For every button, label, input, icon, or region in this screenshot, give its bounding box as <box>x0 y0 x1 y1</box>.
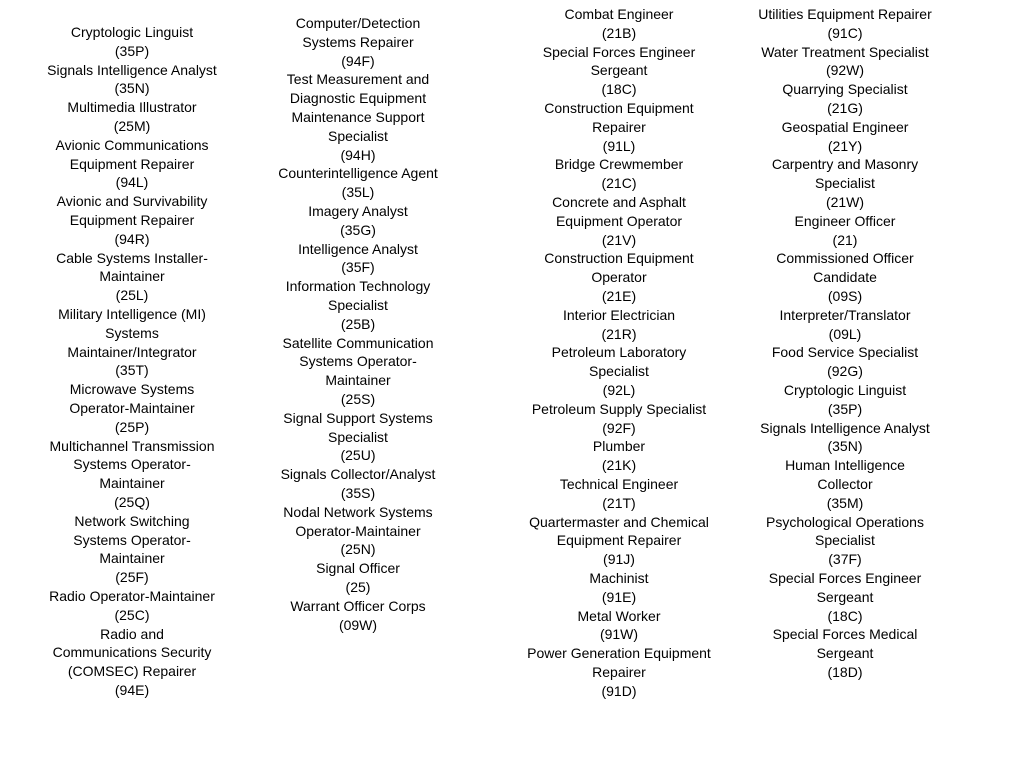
job-title: Special Forces Medical Sergeant <box>772 626 918 662</box>
job-title: Food Service Specialist <box>771 344 919 361</box>
job-title: Petroleum Supply Specialist <box>531 400 707 417</box>
list-item <box>47 625 217 700</box>
list-item <box>47 136 217 192</box>
list-item <box>758 419 932 457</box>
job-code: (35P) <box>827 400 863 417</box>
list-item <box>276 164 440 202</box>
job-code: (25Q) <box>114 493 150 510</box>
job-code: (21V) <box>601 231 637 248</box>
list-item <box>47 380 217 436</box>
job-code: (18C) <box>827 607 863 624</box>
job-title: Cryptologic Linguist <box>783 381 907 398</box>
job-code: (35L) <box>341 184 375 201</box>
list-item <box>524 569 714 607</box>
list-item <box>276 409 440 465</box>
list-item <box>276 334 440 409</box>
list-item <box>47 98 217 136</box>
job-code: (91J) <box>603 551 635 568</box>
job-code: (35N) <box>827 438 863 455</box>
job-title: Quartermaster and Chemical Equipment Repairer <box>529 513 709 549</box>
column-2 <box>276 14 440 634</box>
list-item <box>758 155 932 211</box>
job-title: Concrete and Asphalt Equipment Operator <box>552 193 686 229</box>
job-title: Quarrying Specialist <box>782 81 908 98</box>
column-1 <box>47 23 217 700</box>
job-code: (91D) <box>601 682 637 699</box>
list-item <box>524 43 714 99</box>
job-code: (25B) <box>340 315 376 332</box>
job-code: (21) <box>832 231 858 248</box>
job-code: (21R) <box>601 325 637 342</box>
list-item <box>276 559 440 597</box>
job-code: (94F) <box>341 52 375 69</box>
list-item <box>758 43 932 81</box>
job-code: (09W) <box>338 616 378 633</box>
list-item <box>47 512 217 587</box>
job-title: Cryptologic Linguist <box>70 24 194 40</box>
job-code: (35N) <box>114 80 150 97</box>
list-item <box>758 456 932 512</box>
job-code: (92G) <box>827 363 863 380</box>
job-title: Multichannel Transmission Systems Operator-Maintainer <box>49 437 215 492</box>
list-item <box>758 118 932 156</box>
job-code: (21K) <box>601 457 637 474</box>
job-code: (21B) <box>601 24 637 41</box>
job-code: (21E) <box>601 287 637 304</box>
list-item <box>524 400 714 438</box>
list-item <box>524 99 714 155</box>
column-3 <box>524 5 714 700</box>
job-title: Avionic Communications Equipment Repairer <box>55 136 209 172</box>
job-code: (21Y) <box>827 137 863 154</box>
list-item <box>47 437 217 512</box>
job-title: Nodal Network Systems Operator-Maintainer <box>283 503 433 539</box>
list-item <box>276 465 440 503</box>
job-code: (35G) <box>340 221 376 238</box>
list-item <box>758 513 932 569</box>
job-code: (94H) <box>340 146 376 163</box>
list-item <box>758 80 932 118</box>
list-item <box>276 70 440 164</box>
list-item <box>47 249 217 305</box>
list-item <box>524 437 714 475</box>
list-item <box>524 475 714 513</box>
job-title: Satellite Communication Systems Operator-Maintainer <box>282 334 434 389</box>
job-title: Intelligence Analyst <box>298 240 418 257</box>
job-title: Radio and Communications Security (COMSEC) Repairer <box>52 625 212 680</box>
list-item <box>276 202 440 240</box>
job-title: Construction Equipment Repairer <box>544 99 694 135</box>
column-4 <box>758 5 932 682</box>
job-title: Water Treatment Specialist <box>761 43 929 60</box>
job-title: Bridge Crewmember <box>554 156 684 173</box>
job-code: (18C) <box>601 81 637 98</box>
job-title: Commissioned Officer Candidate <box>776 250 914 286</box>
job-title: Cable Systems Installer-Maintainer <box>56 249 208 285</box>
list-item <box>524 644 714 700</box>
job-title: Radio Operator-Maintainer <box>49 587 215 604</box>
list-item <box>758 569 932 625</box>
job-code: (21C) <box>601 175 637 192</box>
job-title: Plumber <box>592 438 646 455</box>
job-title: Engineer Officer <box>794 212 896 229</box>
job-title: Power Generation Equipment Repairer <box>527 645 711 680</box>
job-code: (35T) <box>115 362 149 379</box>
job-code: (94L) <box>115 174 149 191</box>
job-title: Signal Officer <box>316 560 400 577</box>
job-title: Utilities Equipment Repairer <box>758 6 932 22</box>
job-code: (37F) <box>828 551 862 568</box>
job-title: Interpreter/Translator <box>779 306 911 323</box>
job-title: Avionic and Survivability Equipment Repairer <box>56 193 208 228</box>
job-title: Psychological Operations Specialist <box>766 513 924 549</box>
list-item <box>524 343 714 399</box>
list-item <box>758 381 932 419</box>
list-item <box>47 587 217 625</box>
list-item <box>758 212 932 250</box>
list-item <box>758 625 932 681</box>
list-item <box>524 249 714 305</box>
list-item <box>758 343 932 381</box>
job-code: (92W) <box>825 62 865 79</box>
job-title: Human Intelligence Collector <box>785 457 905 492</box>
list-item <box>276 14 440 70</box>
job-title: Metal Worker <box>577 607 661 624</box>
list-item <box>524 193 714 249</box>
job-code: (91C) <box>827 24 863 41</box>
job-code: (25L) <box>115 287 149 304</box>
job-code: (25N) <box>340 541 376 558</box>
job-code: (35F) <box>341 259 375 276</box>
list-item <box>47 305 217 380</box>
list-item <box>524 513 714 569</box>
job-title: Military Intelligence (MI) Systems Maintainer/Integrator <box>58 305 206 360</box>
list-item <box>524 155 714 193</box>
job-title: Signals Intelligence Analyst <box>760 419 930 436</box>
job-title: Microwave Systems Operator-Maintainer <box>69 381 195 416</box>
job-title: Combat Engineer <box>564 6 674 22</box>
job-code: (25P) <box>114 418 150 435</box>
list-item <box>47 192 217 248</box>
list-item <box>47 61 217 99</box>
list-item <box>276 277 440 333</box>
job-code: (35M) <box>826 494 864 511</box>
job-code: (21G) <box>827 99 863 116</box>
job-code: (94E) <box>114 681 150 698</box>
job-title: Geospatial Engineer <box>781 118 909 135</box>
job-code: (35P) <box>114 42 150 59</box>
job-code: (25M) <box>113 117 151 134</box>
job-title: Construction Equipment Operator <box>544 250 694 286</box>
job-code: (35S) <box>340 484 376 501</box>
job-title: Special Forces Engineer Sergeant <box>768 569 922 605</box>
job-title: Special Forces Engineer Sergeant <box>542 43 696 79</box>
job-code: (25S) <box>340 390 376 407</box>
job-title: Interior Electrician <box>562 306 676 323</box>
list-item <box>276 503 440 559</box>
job-code: (09L) <box>828 325 862 342</box>
job-title: Multimedia Illustrator <box>67 99 197 116</box>
list-item <box>276 240 440 278</box>
job-title: Petroleum Laboratory Specialist <box>551 344 687 380</box>
job-code: (25) <box>345 578 371 595</box>
job-code: (92F) <box>602 419 636 436</box>
job-title: Signals Intelligence Analyst <box>47 61 217 78</box>
job-title: Information Technology Specialist <box>285 278 431 313</box>
job-title: Technical Engineer <box>559 475 679 492</box>
job-code: (09S) <box>827 287 863 304</box>
list-item <box>758 249 932 305</box>
job-title: Machinist <box>589 569 649 586</box>
job-title: Signal Support Systems Specialist <box>283 409 433 445</box>
job-title: Counterintelligence Agent <box>278 165 438 182</box>
list-item <box>47 23 217 61</box>
job-title: Carpentry and Masonry Specialist <box>771 156 919 192</box>
job-code: (91E) <box>601 588 637 605</box>
job-title: Signals Collector/Analyst <box>280 466 436 483</box>
job-title: Imagery Analyst <box>308 202 408 219</box>
job-code: (92L) <box>602 381 636 398</box>
job-code: (94R) <box>114 230 150 247</box>
job-title: Computer/Detection Systems Repairer <box>295 15 421 50</box>
job-code: (91W) <box>599 626 639 643</box>
job-title: Test Measurement and Diagnostic Equipment Maintenance Support Specialist <box>286 71 430 144</box>
list-item <box>758 5 932 43</box>
job-code: (25U) <box>340 447 376 464</box>
job-code: (25F) <box>115 569 149 586</box>
list-item <box>758 306 932 344</box>
job-title: Warrant Officer Corps <box>290 597 426 614</box>
job-code: (21W) <box>825 193 865 210</box>
job-code: (18D) <box>827 663 863 680</box>
list-item <box>524 607 714 645</box>
job-code: (21T) <box>602 494 636 511</box>
job-code: (25C) <box>114 606 150 623</box>
job-code: (91L) <box>602 137 636 154</box>
list-item <box>524 5 714 43</box>
list-item <box>524 306 714 344</box>
job-title: Network Switching Systems Operator-Maintainer <box>73 512 191 567</box>
list-item <box>276 597 440 635</box>
